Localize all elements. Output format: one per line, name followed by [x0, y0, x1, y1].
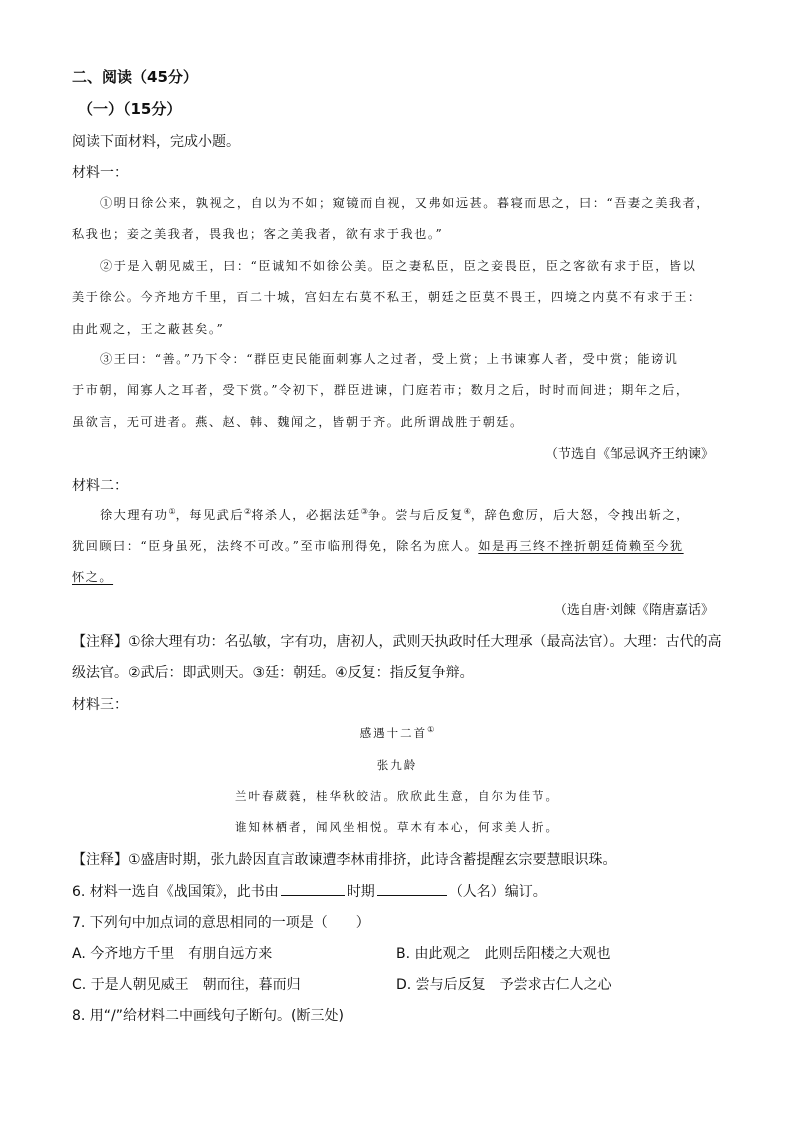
material1-line: 于市朝，闻寡人之耳者，受下赏。”令初下，群臣进谏，门庭若市；数月之后，时时而间进；期年之后，: [72, 383, 690, 397]
poem-line: 兰叶春葳蕤，桂华秋皎洁。欣欣此生意，自尔为佳节。: [235, 789, 559, 803]
footnote-marker: ①: [427, 725, 435, 734]
material1-line: 美于徐公。今齐地方千里，百二十城，宫妇左右莫不私王，朝廷之臣莫不畏王，四境之内莫不有求于王：: [72, 290, 702, 304]
material2-text: 将杀人，必据法廷: [251, 508, 361, 522]
option-b[interactable]: B. 由此观之 此则岳阳楼之大观也: [396, 946, 611, 962]
material1-line: 虽欲言，无可进者。燕、赵、韩、魏闻之，皆朝于齐。此所谓战胜于朝廷。: [72, 415, 524, 429]
material1-line: 由此观之，王之蔽甚矣。”: [72, 322, 225, 336]
footnote-marker: ③: [360, 507, 368, 516]
material1-line: 私我也；妾之美我者，畏我也；客之美我者，欲有求于我也。”: [72, 227, 444, 241]
material3-label: 材料三：: [72, 697, 128, 713]
material2-line: [100, 506, 690, 523]
material1-label: 材料一：: [72, 165, 128, 181]
answer-blank[interactable]: [281, 882, 345, 896]
material2-line: 怀之。: [72, 570, 114, 584]
material1-source: （节选自《邹忌讽齐王纳谏》: [544, 447, 714, 462]
material2-text: 犹回顾曰：“臣身虽死，法终不可改。”至市临刑得免，除名为庶人。: [72, 539, 479, 553]
footnote-marker: ②: [244, 507, 252, 516]
poem-author: 张九龄: [376, 758, 418, 772]
footnote-marker: ①: [168, 507, 176, 516]
instruction: 阅读下面材料，完成小题。: [72, 134, 240, 150]
underlined-sentence: 如是再三终不挫折朝廷倚赖至今犹: [478, 539, 684, 553]
material2-source: （选自唐·刘餗《隋唐嘉话》: [553, 603, 714, 618]
subsection-title: （一）（15分）: [78, 100, 182, 118]
question-6: [72, 881, 547, 901]
question-7: 7. 下列句中加点词的意思相同的一项是（ ）: [72, 915, 370, 931]
question-text: 6. 材料一选自《战国策》，此书由: [72, 884, 279, 900]
question-text: （人名）编订。: [448, 884, 547, 900]
material1-line: ②于是入朝见威王，曰：“臣诚知不如徐公美。臣之妻私臣，臣之妾畏臣，臣之客欲有求于臣，皆以: [100, 259, 697, 273]
material1-line: ③王曰：“善。”乃下令：“群臣吏民能面刺寡人之过者，受上赏；上书谏寡人者，受中赏；能谤讥: [100, 352, 679, 366]
answer-blank[interactable]: [377, 882, 447, 896]
material2-text: 徐大理有功: [100, 508, 169, 522]
material2-text: ，辞色愈厉，后大怒，令拽出斩之，: [470, 508, 690, 522]
poem-title-text: 感遇十二首: [359, 726, 428, 740]
section-title: 二、阅读（45分）: [72, 68, 198, 86]
material2-text: ，每见武后: [175, 508, 245, 522]
material2-text: 争。尝与后反复: [367, 508, 464, 522]
annotation: 【注释】①盛唐时期，张九龄因直言敢谏遭李林甫排挤，此诗含蓄提醒玄宗要慧眼识珠。: [72, 852, 617, 868]
material2-line: [72, 537, 684, 554]
material1-line: ①明日徐公来，孰视之，自以为不如；窥镜而自视，又弗如远甚。暮寝而思之，曰：“吾妻之美我者，: [100, 196, 710, 210]
annotation: 【注释】①徐大理有功：名弘敏，字有功，唐初人，武则天执政时任大理承（最高法官）。大理：古代的高: [72, 634, 722, 650]
option-d[interactable]: D. 尝与后反复 予尝求古仁人之心: [396, 977, 612, 993]
annotation: 级法官。②武后：即武则天。③廷：朝廷。④反复：指反复争辩。: [72, 665, 474, 681]
footnote-marker: ④: [463, 507, 471, 516]
option-a[interactable]: A. 今齐地方千里 有朋自远方来: [72, 946, 273, 962]
question-8: 8. 用“/”给材料二中画线句子断句。(断三处): [72, 1008, 344, 1024]
material2-label: 材料二：: [72, 478, 128, 494]
poem-line: 谁知林栖者，闻风坐相悦。草木有本心，何求美人折。: [235, 820, 559, 834]
question-text: 时期: [346, 884, 375, 900]
option-c[interactable]: C. 于是人朝见威王 朝而往，暮而归: [72, 977, 301, 993]
poem-title: [0, 725, 794, 741]
